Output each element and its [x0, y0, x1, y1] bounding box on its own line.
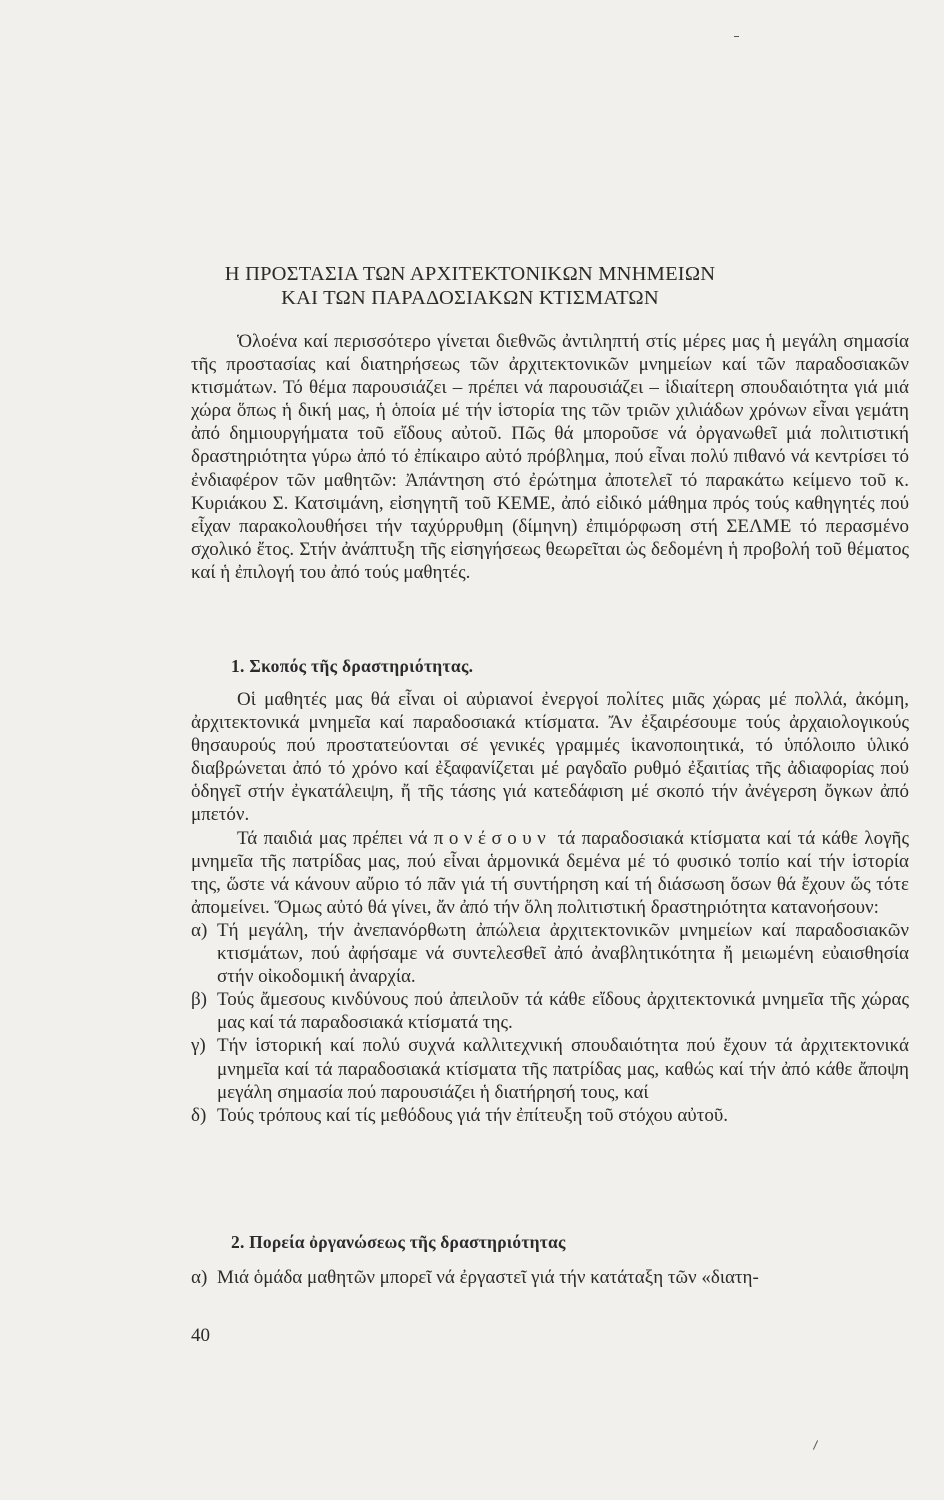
section-1-paragraph-2 [191, 827, 909, 919]
list-item-text: Μιά ὁμάδα μαθητῶν μπορεῖ νά ἐργαστεῖ γιά τήν κατάταξη τῶν «διατη- [217, 1267, 759, 1288]
paragraph-2-lead: Τά παιδιά μας πρέπει νά [237, 827, 434, 849]
list-item-text: Τούς τρόπους καί τίς μεθόδους γιά τήν ἐπίτευξη τοῦ στόχου αὐτοῦ. [217, 1104, 728, 1126]
article-title [150, 262, 790, 310]
list-marker: γ) [191, 1035, 206, 1057]
list-marker: δ) [191, 1104, 207, 1126]
title-line-1: Η ΠΡΟΣΤΑΣΙΑ ΤΩΝ ΑΡΧΙΤΕΚΤΟΝΙΚΩΝ ΜΝΗΜΕΙΩΝ [224, 263, 716, 285]
list-item [191, 919, 909, 988]
scan-speck [734, 36, 739, 37]
intro-section [191, 330, 909, 584]
page-number: 40 [191, 1325, 210, 1346]
list-marker: β) [191, 989, 207, 1011]
section-1-paragraph-1: Οἱ μαθητές μας θά εἶναι οἱ αὐριανοί ἐνεργοί πολίτες μιᾶς χώρας μέ πολλά, ἀκόμη, ἀρχιτεκτονικά μνημεῖα καί παραδοσιακά κτίσματα. Ἄν ἐξαιρέσουμε τούς ἀρχαιολογικούς θησαυρούς πού προστατεύονται σέ γενικές γραμμές ἱκανοποιητικά, τό ὑπόλοιπο ὑλικό διαβρώνεται ἀπό τό χρόνο καί ἐξαφανίζεται μέ ραγδαῖο ρυθμό ἐξαιτίας τῆς ἀδιαφορίας πού ὁδηγεῖ στήν ἐγκατάλειψη, ἤ τῆς τάσης γιά κατεδάφιση μέ σκοπό τήν ἀνέγερση ὄγκων ἀπό μπετόν. [191, 689, 909, 826]
list-marker: α) [191, 1267, 208, 1288]
section-1-list [191, 919, 909, 1127]
section-1-heading: 1. Σκοπός τῆς δραστηριότητας. [231, 656, 474, 676]
section-2-heading: 2. Πορεία ὀργανώσεως τῆς δραστηριότητας [231, 1232, 566, 1252]
intro-paragraph: Ὁλοένα καί περισσότερο γίνεται διεθνῶς ἀντιληπτή στίς μέρες μας ἡ μεγάλη σημασία τῆς προστασίας καί διατηρήσεως τῶν ἀρχιτεκτονικῶν μνημείων καί τῶν παραδοσιακῶν κτισμάτων. Τό θέμα παρουσιάζει – πρέπει νά παρουσιάζει – ἰδιαίτερη σπουδαιότητα γιά μιά χώρα ὅπως ἡ δική μας, ἡ ὁποία μέ τήν ἱστορία της τῶν τριῶν χιλιάδων χρόνων εἶναι γεμάτη ἀπό δημιουργήματα τοῦ εἴδους αὐτοῦ. Πῶς θά μποροῦσε νά ὀργανωθεῖ μιά πολιτιστική δραστηριότητα γύρω ἀπό τό ἐπίκαιρο αὐτό πρόβλημα, πού εἶναι πολύ πιθανό νά κεντρίσει τό ἐνδιαφέρον τῶν μαθητῶν: Ἀπάντηση στό ἐρώτημα ἀποτελεῖ τό παρακάτω κείμενο τοῦ κ. Κυριάκου Σ. Κατσιμάνη, εἰσηγητῆ τοῦ ΚΕΜΕ, ἀπό εἰδικό μάθημα πρός τούς καθηγητές πού εἶχαν παρακολουθήσει τήν ταχύρρυθμη (δίμηνη) ἐπιμόρφωση στή ΣΕΛΜΕ τό περασμένο σχολικό ἔτος. Στήν ἀνάπτυξη τῆς εἰσηγήσεως θεωρεῖται ὡς δεδομένη ἡ προβολή τοῦ θέματος καί ἡ ἐπιλογή του ἀπό τούς μαθητές. [191, 331, 909, 583]
list-marker: α) [191, 919, 208, 941]
section-1-body [191, 688, 909, 1127]
list-item [191, 1034, 909, 1103]
list-item-text: Τή μεγάλη, τήν ἀνεπανόρθωτη ἀπώλεια ἀρχιτεκτονικῶν μνημείων καί παραδοσιακῶν κτισμάτων, πού ἀφήσαμε νά συντελεσθεῖ ἀπό ἀναβλητικότητα ἤ μειωμένη εὐαισθησία στήν οἰκοδομική ἀναρχία. [217, 919, 909, 988]
list-item-text: Τούς ἄμεσους κινδύνους πού ἀπειλοῦν τά κάθε εἴδους ἀρχιτεκτονικά μνημεῖα τῆς χώρας μας καί τά παραδοσιακά κτίσματά της. [217, 989, 909, 1034]
scan-speck [813, 1440, 818, 1449]
section-2-body [191, 1266, 909, 1289]
paragraph-2-rest: τά παραδοσιακά κτίσματα καί τά κάθε λογῆς μνημεῖα τῆς πατρίδας μας, πού εἶναι ἁρμονικά δεμένα μέ τό φυσικό τοπίο καί τήν ἱστορία της, ὥστε νά κάνουν αὔριο τό πᾶν γιά τή συντήρηση καί τή διάσωση ὅσων θά ἔχουν ὥς τότε ἀπομείνει. Ὅμως αὐτό θά γίνει, ἄν ἀπό τήν ὅλη πολιτιστική δραστηριότητα κατανοήσουν: [191, 827, 909, 918]
title-line-2: ΚΑΙ ΤΩΝ ΠΑΡΑΔΟΣΙΑΚΩΝ ΚΤΙΣΜΑΤΩΝ [281, 287, 659, 309]
emphasis-word: πονέσουν [433, 827, 552, 849]
list-item [191, 988, 909, 1034]
list-item-text: Τήν ἱστορική καί πολύ συχνά καλλιτεχνική σπουδαιότητα πού ἔχουν τά ἀρχιτεκτονικά μνημεῖα καί τά παραδοσιακά κτίσματα τῆς πατρίδας μας, καθώς καί τήν ἀπό κάθε ἄποψη μεγάλη σημασία πού παρουσιάζει ἡ διατήρησή τους, καί [217, 1035, 909, 1103]
list-item [191, 1266, 909, 1289]
list-item [191, 1104, 909, 1127]
